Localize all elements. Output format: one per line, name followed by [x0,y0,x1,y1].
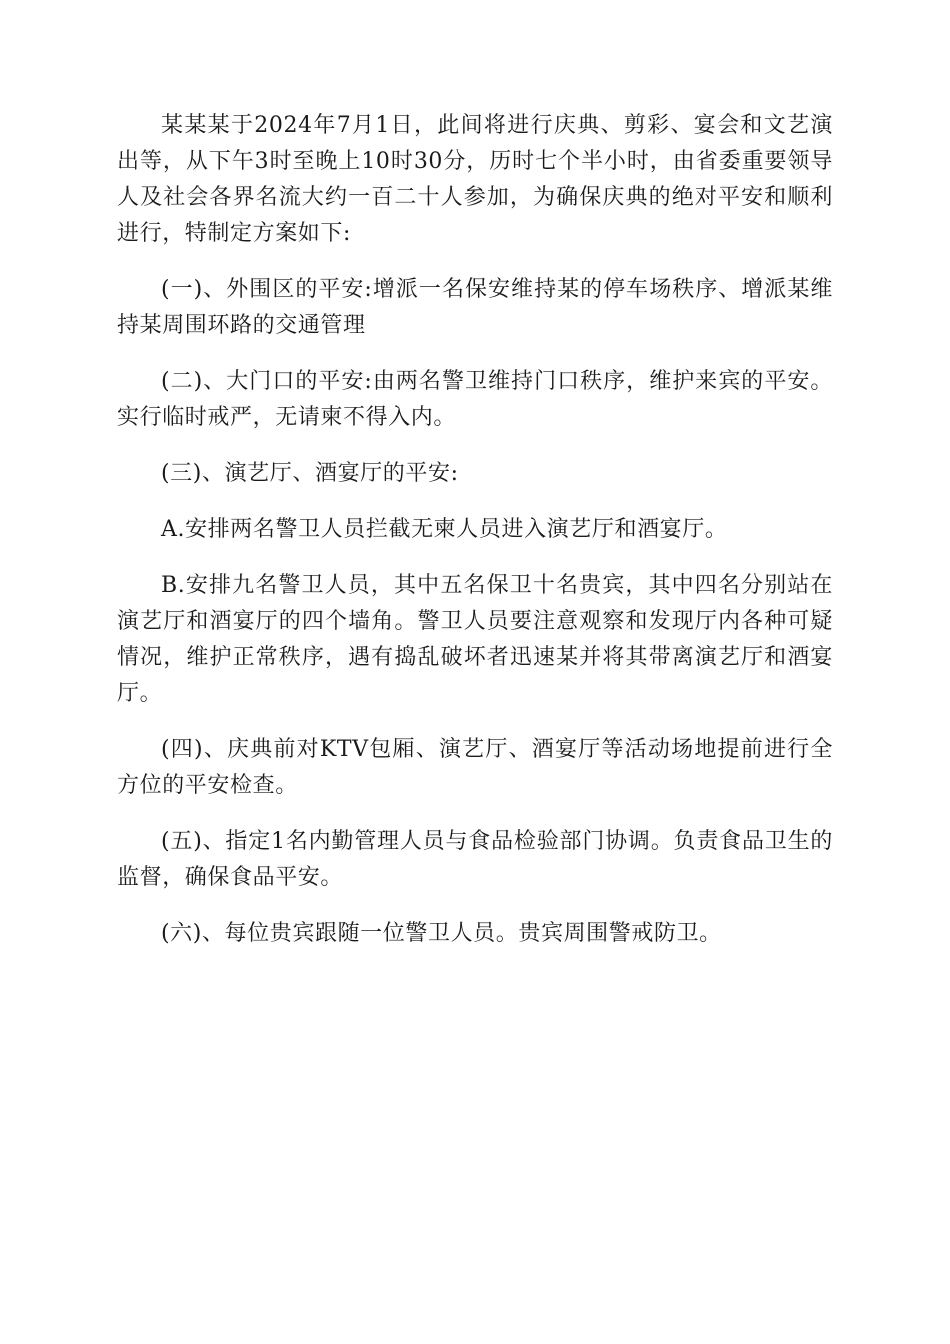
section-4-inspection: (四)、庆典前对KTV包厢、演艺厅、酒宴厅等活动场地提前进行全方位的平安检查。 [117,737,833,798]
intro-paragraph: 某某某于2024年7月1日，此间将进行庆典、剪彩、宴会和文艺演出等，从下午3时至晚上10时30分，历时七个半小时，由省委重要领导人及社会各界名流大约一百二十人参加，为确保庆典的绝对平安和顺利进行，特制定方案如下: [117,113,833,246]
section-5-food-safety: (五)、指定1名内勤管理人员与食品检验部门协调。负责食品卫生的监督，确保食品平安。 [117,829,833,890]
section-1-perimeter: (一)、外围区的平安:增派一名保安维持某的停车场秩序、增派某维持某周围环路的交通管理 [117,277,833,338]
section-3-halls-heading: (三)、演艺厅、酒宴厅的平安: [161,461,459,486]
section-2-gate: (二)、大门口的平安:由两名警卫维持门口秩序，维护来宾的平安。实行临时戒严，无请柬不得入内。 [117,369,833,430]
section-6-vip-guard: (六)、每位贵宾跟随一位警卫人员。贵宾周围警戒防卫。 [161,921,722,946]
document-body [117,108,833,972]
section-3-item-b: B.安排九名警卫人员，其中五名保卫十名贵宾，其中四名分别站在演艺厅和酒宴厅的四个墙角。警卫人员要注意观察和发现厅内各种可疑情况，维护正常秩序，遇有捣乱破坏者迅速某并将其带离演艺厅和酒宴厅。 [117,573,833,706]
section-3-item-a: A.安排两名警卫人员拦截无柬人员进入演艺厅和酒宴厅。 [161,517,728,542]
